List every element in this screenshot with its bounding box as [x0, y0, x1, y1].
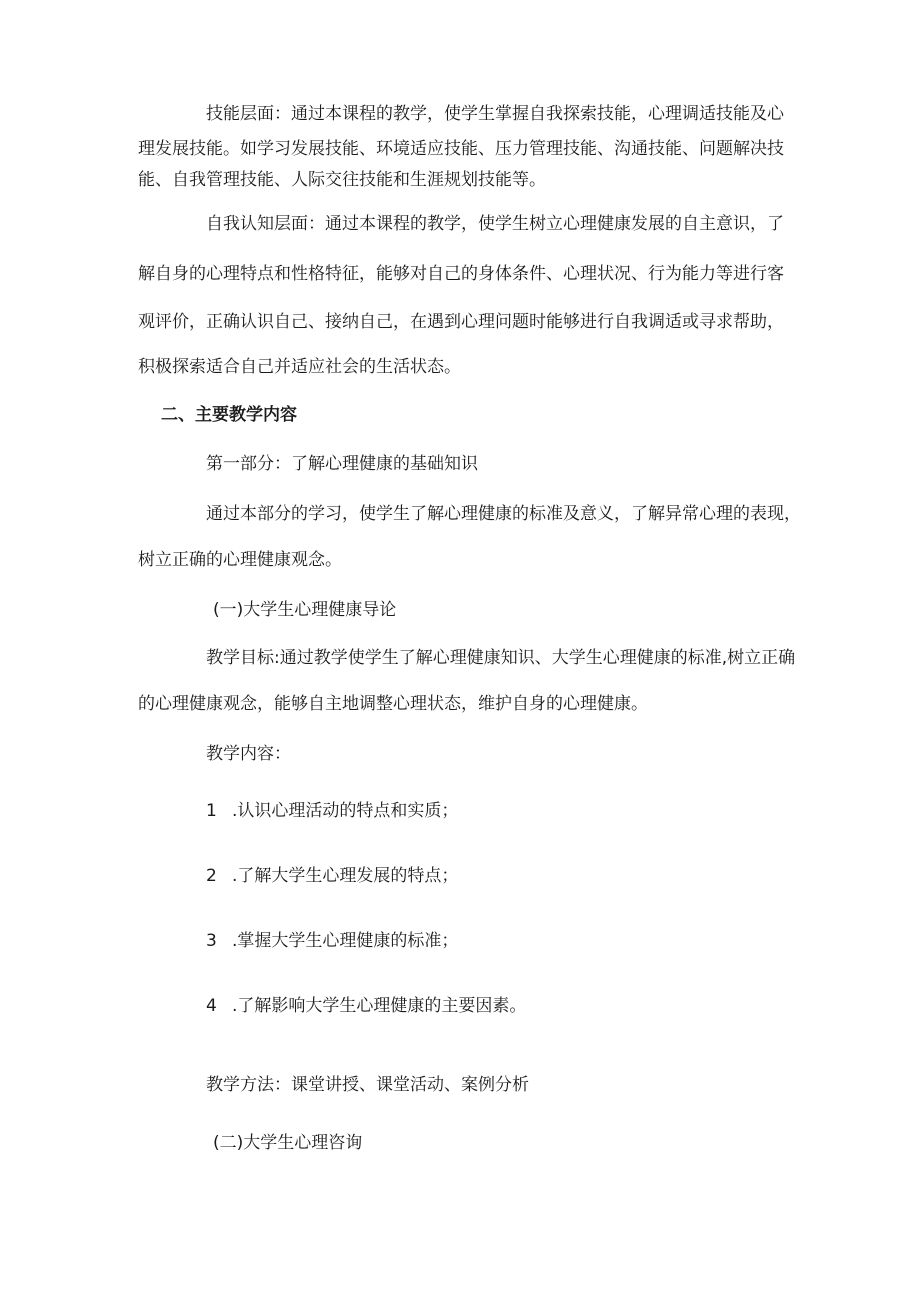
content-item-text: .了解影响大学生心理健康的主要因素。 [232, 996, 527, 1016]
content-item-text: .掌握大学生心理健康的标准； [232, 931, 459, 951]
goal-paragraph-line-2: 的心理健康观念，能够自主地调整心理状态，维护自身的心理健康。 [138, 694, 648, 714]
self-cognition-paragraph-line-4: 积极探索适合自己并适应社会的生活状态。 [138, 357, 461, 377]
content-item-number: 3 [206, 931, 217, 951]
content-item-text: .认识心理活动的特点和实质； [232, 801, 459, 821]
subsection-1-title: (一)大学生心理健康导论 [213, 600, 397, 620]
section-heading: 二、主要教学内容 [161, 405, 297, 425]
content-item-number: 2 [206, 866, 217, 886]
content-item-3 [206, 929, 458, 953]
subsection-2-title: (二)大学生心理咨询 [213, 1133, 363, 1153]
self-cognition-paragraph-line-1: 自我认知层面：通过本课程的教学，使学生树立心理健康发展的自主意识，了 [206, 214, 784, 234]
teaching-method-line: 教学方法：课堂讲授、课堂活动、案例分析 [206, 1075, 529, 1095]
part1-title: 第一部分：了解心理健康的基础知识 [206, 454, 478, 474]
content-item-number: 1 [206, 801, 217, 821]
self-cognition-paragraph-line-2: 解自身的心理特点和性格特征，能够对自己的身体条件、心理状况、行为能力等进行客 [138, 264, 784, 284]
content-item-1 [206, 799, 458, 823]
content-item-2 [206, 864, 458, 888]
content-item-number: 4 [206, 996, 217, 1016]
skills-paragraph-line-2: 理发展技能。如学习发展技能、环境适应技能、压力管理技能、沟通技能、问题解决技 [138, 139, 784, 159]
skills-paragraph-line-1: 技能层面：通过本课程的教学，使学生掌握自我探索技能，心理调适技能及心 [206, 104, 784, 124]
part1-paragraph-line-1: 通过本部分的学习，使学生了解心理健康的标准及意义，了解异常心理的表现， [206, 504, 801, 524]
content-label: 教学内容： [206, 744, 291, 764]
part1-paragraph-line-2: 树立正确的心理健康观念。 [138, 550, 342, 570]
content-item-text: .了解大学生心理发展的特点； [232, 866, 459, 886]
skills-paragraph-line-3: 能、自我管理技能、人际交往技能和生涯规划技能等。 [138, 170, 546, 190]
content-item-4 [206, 994, 526, 1018]
goal-paragraph-line-1: 教学目标:通过教学使学生了解心理健康知识、大学生心理健康的标准,树立正确 [206, 648, 796, 668]
self-cognition-paragraph-line-3: 观评价，正确认识自己、接纳自己，在遇到心理问题时能够进行自我调适或寻求帮助， [138, 312, 784, 332]
